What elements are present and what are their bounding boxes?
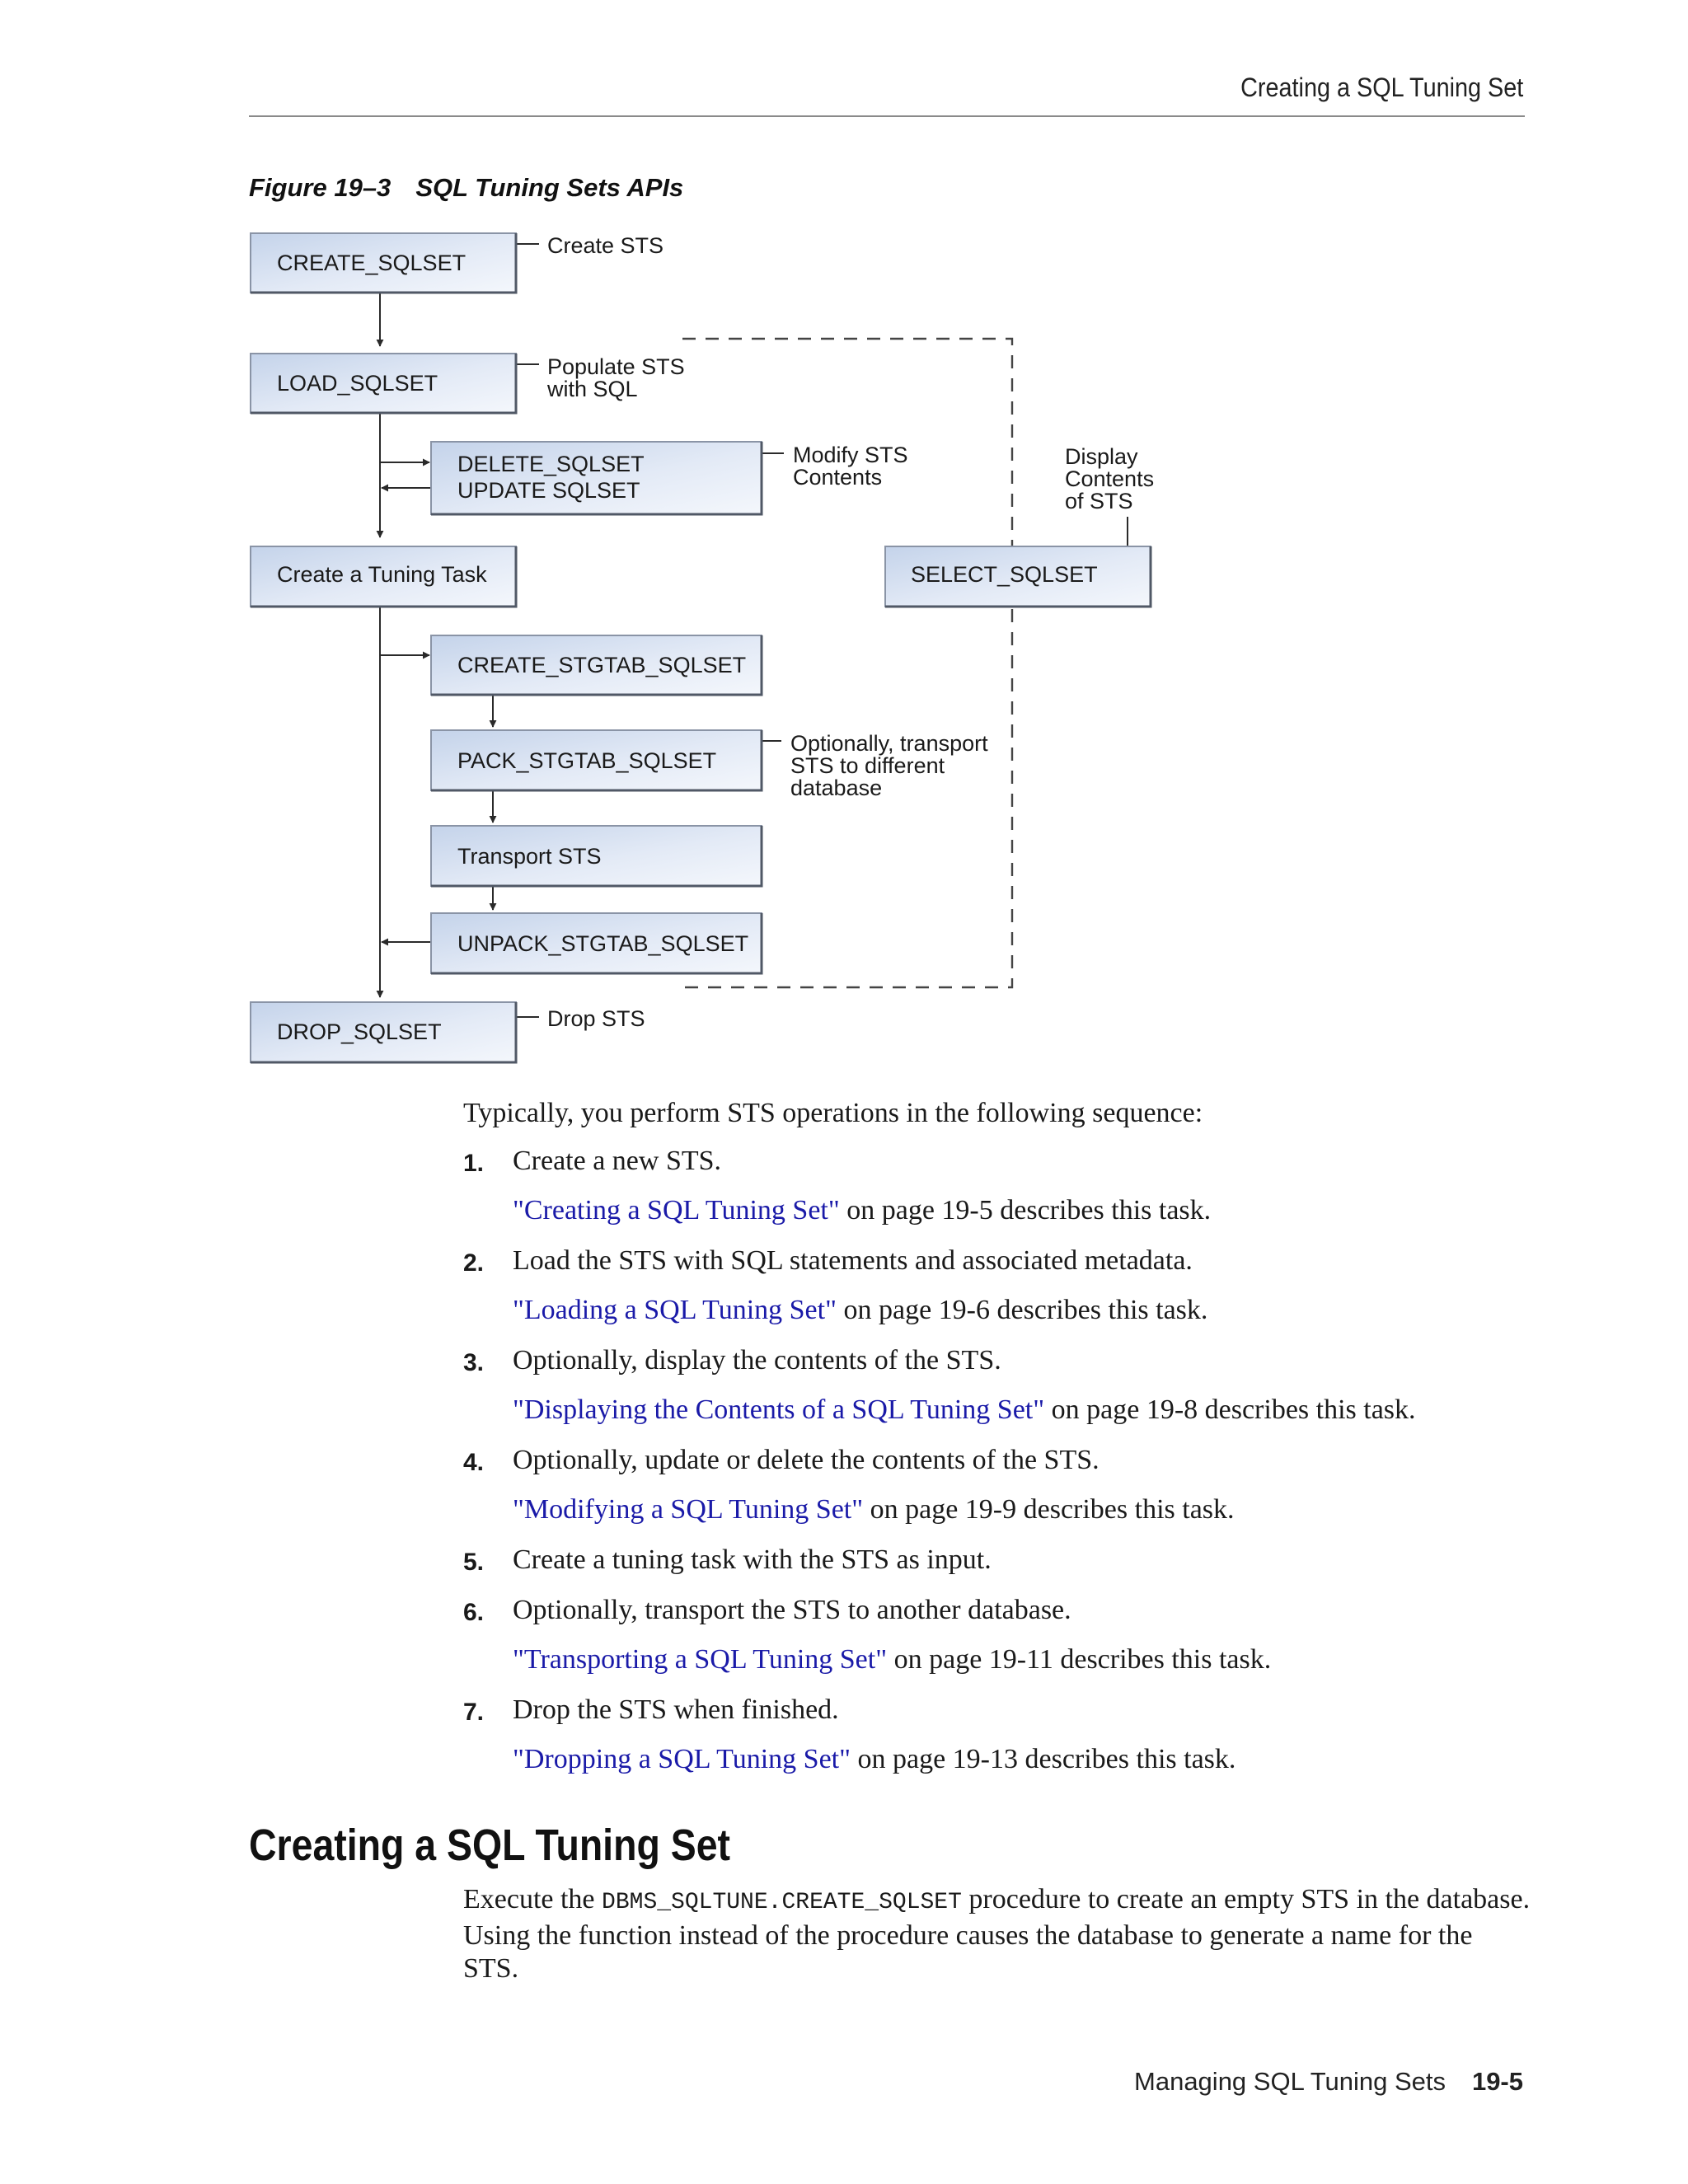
procedure-name: DBMS_SQLTUNE.CREATE_SQLSET — [602, 1890, 962, 1915]
step-reference — [513, 1394, 1416, 1426]
optionally-transport-callout — [790, 731, 988, 800]
cross-reference-link[interactable]: "Modifying a SQL Tuning Set" — [513, 1494, 864, 1525]
section-paragraph: Execute the DBMS_SQLTUNE.CREATE_SQLSET procedure to create an empty STS in the database. Using the function instead of the procedure causes the database to generate a name for the STS. — [463, 1884, 1531, 1984]
step-number: 6. — [463, 1599, 485, 1626]
create-stgtab-sqlset-label: CREATE_STGTAB_SQLSET — [457, 653, 747, 677]
step-reference — [513, 1494, 1235, 1526]
reference-suffix: on page 19-11 describes this task. — [887, 1644, 1272, 1675]
svg-text:with SQL: with SQL — [547, 377, 638, 401]
svg-text:of STS: of STS — [1065, 489, 1133, 513]
step-text: Optionally, display the contents of the STS. — [513, 1345, 1001, 1376]
create-sts-callout — [547, 233, 663, 258]
step-reference — [513, 1744, 1236, 1775]
cross-reference-link[interactable]: "Displaying the Contents of a SQL Tuning Set" — [513, 1394, 1045, 1425]
cross-reference-link[interactable]: "Creating a SQL Tuning Set" — [513, 1195, 840, 1226]
step-number: 4. — [463, 1449, 485, 1476]
section-heading: Creating a SQL Tuning Set — [249, 1821, 730, 1870]
display-contents-callout — [1065, 444, 1154, 513]
step-number: 1. — [463, 1150, 485, 1177]
step-text: Load the STS with SQL statements and associated metadata. — [513, 1245, 1193, 1276]
step-text: Create a tuning task with the STS as input. — [513, 1544, 992, 1575]
step-number: 2. — [463, 1249, 485, 1277]
load-sqlset-box — [251, 354, 516, 413]
unpack-stgtab-sqlset-box — [431, 913, 762, 973]
populate-sts-callout — [546, 354, 685, 401]
delete-sqlset-label: DELETE_SQLSET — [457, 452, 645, 476]
step-reference — [513, 1644, 1271, 1675]
select-sqlset-box — [885, 546, 1151, 607]
select-sqlset-label: SELECT_SQLSET — [911, 562, 1098, 587]
reference-suffix: on page 19-6 describes this task. — [836, 1295, 1208, 1325]
create-tuning-task-box — [251, 546, 516, 607]
create-sqlset-label: CREATE_SQLSET — [277, 251, 467, 275]
sts-api-diagram — [0, 0, 1688, 1088]
step-number: 7. — [463, 1699, 485, 1726]
svg-text:Create STS: Create STS — [547, 233, 664, 258]
step-reference — [513, 1295, 1207, 1326]
figure-number: Figure 19–3 — [249, 173, 392, 202]
load-sqlset-label: LOAD_SQLSET — [277, 371, 438, 396]
reference-suffix: on page 19-8 describes this task. — [1044, 1394, 1416, 1425]
svg-text:STS to different: STS to different — [790, 753, 945, 778]
svg-text:Drop STS: Drop STS — [547, 1006, 645, 1031]
unpack-stgtab-sqlset-label: UNPACK_STGTAB_SQLSET — [457, 931, 749, 956]
step-text: Optionally, transport the STS to another database. — [513, 1595, 1071, 1625]
create-tuning-task-label: Create a Tuning Task — [277, 562, 487, 587]
footer-title: Managing SQL Tuning Sets — [1134, 2067, 1446, 2096]
step-text: Drop the STS when finished. — [513, 1694, 839, 1725]
drop-sts-callout — [547, 1006, 645, 1031]
modify-sts-callout — [793, 443, 908, 490]
step-text: Optionally, update or delete the contents of the STS. — [513, 1445, 1100, 1475]
svg-text:Modify STS: Modify STS — [793, 443, 908, 467]
step-text: Create a new STS. — [513, 1146, 722, 1176]
transport-sts-label: Transport STS — [457, 844, 602, 869]
intro-paragraph: Typically, you perform STS operations in the following sequence: — [463, 1098, 1203, 1128]
pack-stgtab-sqlset-label: PACK_STGTAB_SQLSET — [457, 748, 717, 773]
cross-reference-link[interactable]: "Transporting a SQL Tuning Set" — [513, 1644, 888, 1675]
create-stgtab-sqlset-box — [431, 635, 762, 695]
figure-title: SQL Tuning Sets APIs — [415, 173, 684, 202]
create-sqlset-box — [251, 233, 516, 293]
update-sqlset-label: UPDATE SQLSET — [457, 478, 640, 503]
svg-text:Display: Display — [1065, 444, 1138, 469]
reference-suffix: on page 19-9 describes this task. — [863, 1494, 1235, 1525]
running-header: Creating a SQL Tuning Set — [1240, 73, 1523, 102]
step-number: 3. — [463, 1349, 485, 1376]
drop-sqlset-box — [251, 1002, 516, 1062]
step-reference — [513, 1195, 1211, 1226]
reference-suffix: on page 19-5 describes this task. — [839, 1195, 1212, 1226]
delete-update-sqlset-box — [431, 442, 762, 514]
page-number: 19-5 — [1471, 2067, 1523, 2096]
svg-text:Optionally, transport: Optionally, transport — [790, 731, 988, 756]
step-number: 5. — [463, 1549, 485, 1576]
svg-text:Contents: Contents — [793, 465, 883, 490]
cross-reference-link[interactable]: "Dropping a SQL Tuning Set" — [513, 1744, 851, 1774]
svg-text:Populate STS: Populate STS — [547, 354, 685, 379]
transport-sts-box — [431, 826, 762, 886]
pack-stgtab-sqlset-box — [431, 730, 762, 790]
drop-sqlset-label: DROP_SQLSET — [277, 1019, 442, 1044]
svg-text:Contents: Contents — [1065, 466, 1155, 491]
svg-text:database: database — [790, 776, 883, 800]
cross-reference-link[interactable]: "Loading a SQL Tuning Set" — [513, 1295, 837, 1325]
reference-suffix: on page 19-13 describes this task. — [851, 1744, 1236, 1774]
